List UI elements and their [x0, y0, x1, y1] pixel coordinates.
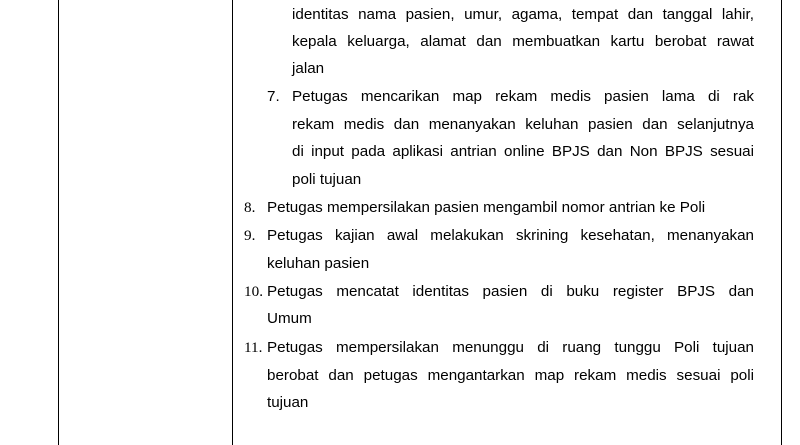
list-item-line: Umum — [267, 310, 312, 327]
list-item-line: Petugas mencatat identitas pasien di buku register BPJS dan — [267, 283, 754, 300]
list-item-line: Petugas mempersilakan pasien mengambil nomor antrian ke Poli — [267, 199, 706, 216]
list-item-number: 9. — [244, 227, 256, 244]
list-item-line: keluhan pasien — [267, 255, 370, 272]
table-border-left — [58, 0, 59, 445]
list-item-line: kepala keluarga, alamat dan membuatkan kartu berobat rawat — [292, 33, 754, 50]
list-item-line: Petugas mempersilakan menunggu di ruang tunggu Poli tujuan — [267, 339, 754, 356]
list-item-line: rekam medis dan menanyakan keluhan pasien dan selanjutnya — [292, 116, 754, 133]
list-item-line: di input pada aplikasi antrian online BPJS dan Non BPJS sesuai — [292, 143, 754, 160]
list-item-line: Petugas mencarikan map rekam medis pasien lama di rak — [292, 88, 754, 105]
list-item-number: 7. — [267, 88, 280, 105]
list-item-number: 8. — [244, 199, 256, 216]
list-item-line: identitas nama pasien, umur, agama, tempat dan tanggal lahir, — [292, 6, 754, 23]
list-item-number: 10. — [244, 283, 263, 300]
table-border-right — [781, 0, 782, 445]
list-item-line: tujuan — [267, 394, 309, 411]
list-item-line: jalan — [292, 60, 325, 77]
list-item-line: Petugas kajian awal melakukan skrining kesehatan, menanyakan — [267, 227, 754, 244]
list-item-number: 11. — [244, 339, 263, 356]
table-border-middle — [232, 0, 233, 445]
list-item-line: poli tujuan — [292, 171, 362, 188]
list-item-line: berobat dan petugas mengantarkan map rekam medis sesuai poli — [267, 367, 754, 384]
